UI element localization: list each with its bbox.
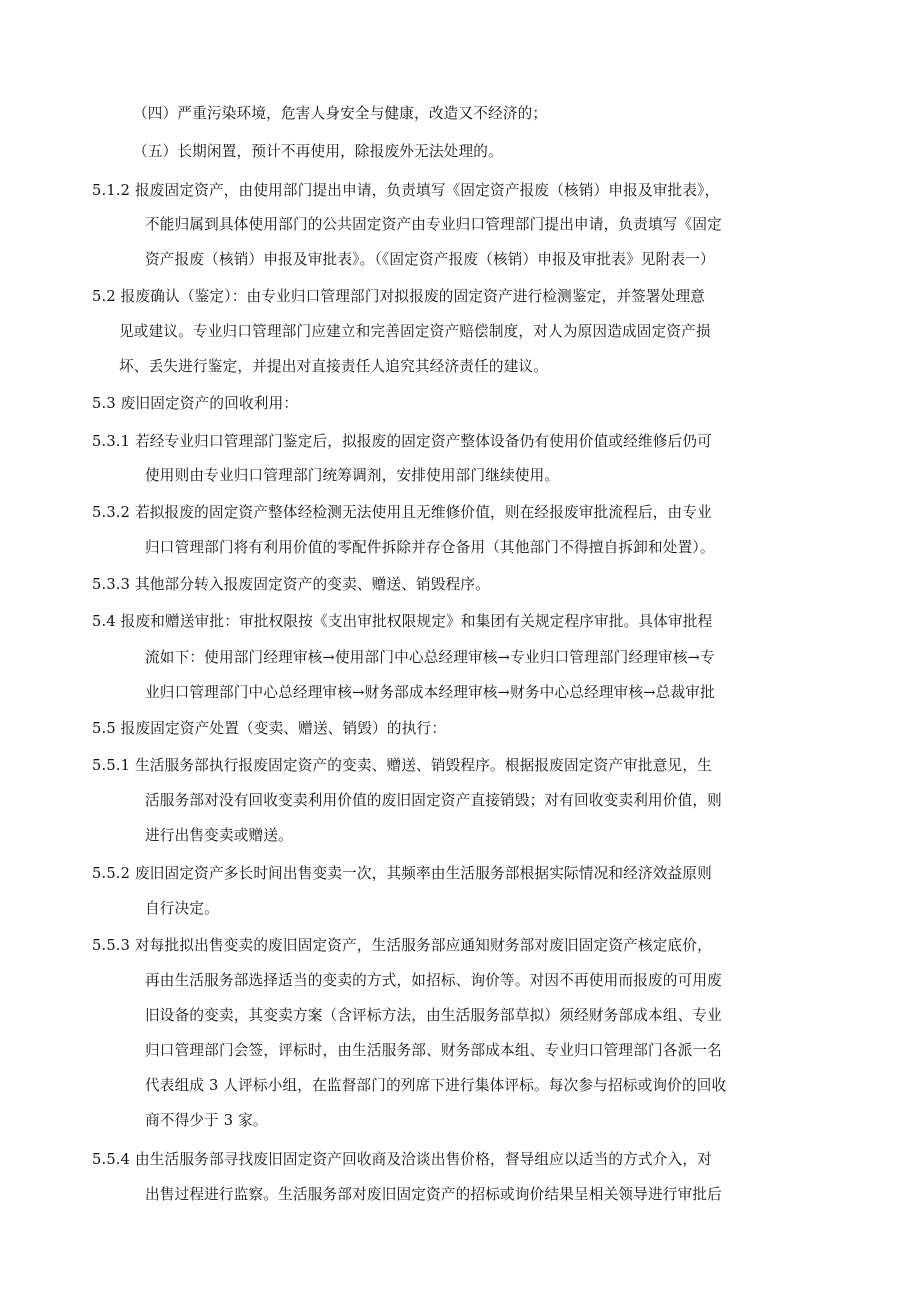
- text-line: （四）严重污染环境，危害人身安全与健康，改造又不经济的；: [133, 105, 548, 122]
- text-line: 归口管理部门会签，评标时，由生活服务部、财务部成本组、专业归口管理部门各派一名: [145, 1042, 722, 1059]
- text-line: 5.4 报废和赠送审批：审批权限按《支出审批权限规定》和集团有关规定程序审批。具体审批程: [92, 613, 713, 630]
- text-line: 资产报废（核销）申报及审批表》。（《固定资产报废（核销）申报及审批表》见附表一）: [145, 251, 715, 268]
- text-line: 5.3 废旧固定资产的回收利用：: [92, 395, 299, 412]
- text-line: 5.5.4 由生活服务部寻找废旧固定资产回收商及洽谈出售价格，督导组应以适当的方式介入，对: [92, 1151, 712, 1168]
- text-line: 代表组成 3 人评标小组，在监督部门的列席下进行集体评标。每次参与招标或询价的回收: [145, 1077, 727, 1094]
- text-line: 不能归属到具体使用部门的公共固定资产由专业归口管理部门提出申请，负责填写《固定: [145, 216, 722, 233]
- text-line: 流如下：使用部门经理审核→使用部门中心总经理审核→专业归口管理部门经理审核→专: [145, 649, 715, 666]
- text-line: 5.3.2 若拟报废的固定资产整体经检测无法使用且无维修价值，则在经报废审批流程后，由专业: [92, 504, 712, 521]
- text-line: 归口管理部门将有利用价值的零配件拆除并存仓备用（其他部门不得擅自拆卸和处置）。: [145, 539, 715, 556]
- text-line: 见或建议。专业归口管理部门应建立和完善固定资产赔偿制度，对人为原因造成固定资产损: [119, 323, 711, 340]
- text-line: 5.3.3 其他部分转入报废固定资产的变卖、赠送、销毁程序。: [92, 576, 491, 593]
- text-line: 5.3.1 若经专业归口管理部门鉴定后，拟报废的固定资产整体设备仍有使用价值或经维修后仍可: [92, 433, 712, 450]
- text-line: 5.5.2 废旧固定资产多长时间出售变卖一次，其频率由生活服务部根据实际情况和经济效益原则: [92, 865, 712, 882]
- text-line: 5.5.3 对每批拟出售变卖的废旧固定资产，生活服务部应通知财务部对废旧固定资产核定底价，: [92, 937, 712, 954]
- text-line: 进行出售变卖或赠送。: [145, 827, 293, 844]
- text-line: 旧设备的变卖，其变卖方案（含评标方法，由生活服务部草拟）须经财务部成本组、专业: [145, 1007, 722, 1024]
- text-line: 5.5.1 生活服务部执行报废固定资产的变卖、赠送、销毁程序。根据报废固定资产审批意见，生: [92, 757, 712, 774]
- text-line: 商不得少于 3 家。: [145, 1112, 268, 1129]
- text-line: 再由生活服务部选择适当的变卖的方式，如招标、询价等。对因不再使用而报废的可用废: [145, 972, 722, 989]
- text-line: 5.5 报废固定资产处置（变卖、赠送、销毁）的执行：: [92, 720, 447, 737]
- text-line: 出售过程进行监察。生活服务部对废旧固定资产的招标或询价结果呈相关领导进行审批后: [145, 1186, 722, 1203]
- text-line: 使用则由专业归口管理部门统筹调剂，安排使用部门继续使用。: [145, 467, 560, 484]
- text-line: 5.2 报废确认（鉴定）：由专业归口管理部门对拟报废的固定资产进行检测鉴定，并签署处理意: [92, 288, 706, 305]
- text-line: 5.1.2 报废固定资产，由使用部门提出申请，负责填写《固定资产报废（核销）申报及审批表》，: [92, 182, 720, 199]
- text-line: 活服务部对没有回收变卖利用价值的废旧固定资产直接销毁；对有回收变卖利用价值，则: [145, 792, 722, 809]
- text-line: 自行决定。: [145, 900, 219, 917]
- text-line: 业归口管理部门中心总经理审核→财务部成本经理审核→财务中心总经理审核→总裁审批: [145, 684, 715, 701]
- text-line: 坏、丢失进行鉴定，并提出对直接责任人追究其经济责任的建议。: [119, 358, 549, 375]
- text-line: （五）长期闲置，预计不再使用，除报废外无法处理的。: [133, 143, 503, 160]
